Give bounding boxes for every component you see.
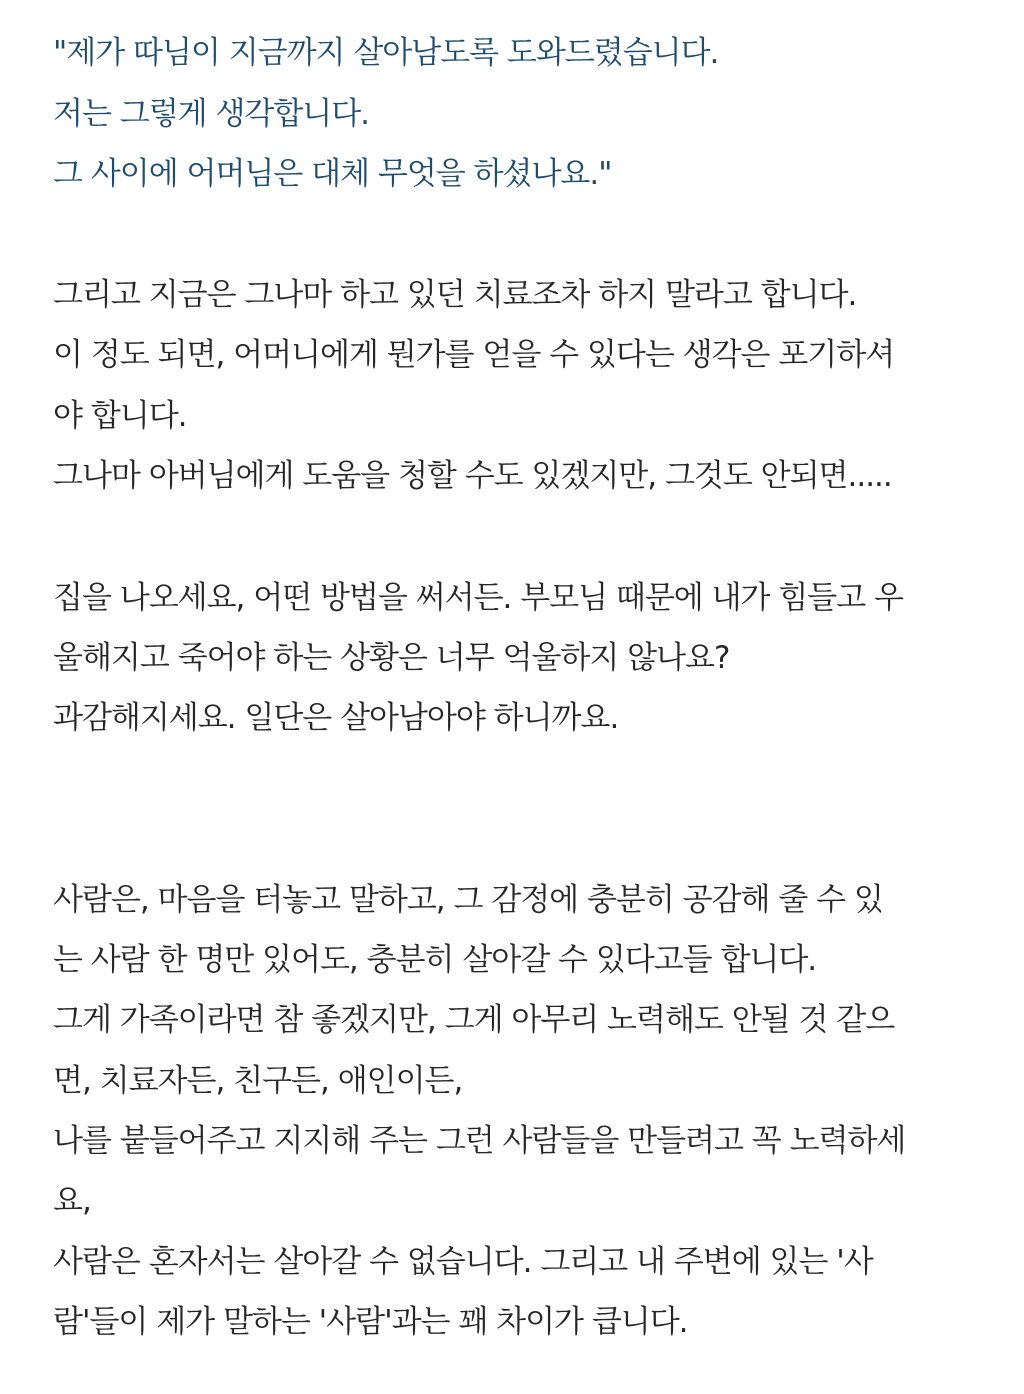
paragraph-line: 사람은 혼자서는 살아갈 수 없습니다. 그리고 내 주변에 있는 '사: [53, 1244, 873, 1280]
paragraph-line: 과감해지세요. 일단은 살아남아야 하니까요.: [53, 700, 619, 736]
paragraph-line: 사람은, 마음을 터놓고 말하고, 그 감정에 충분히 공감해 줄 수 있: [53, 882, 883, 918]
paragraph-line: 그게 가족이라면 참 좋겠지만, 그게 아무리 노력해도 안될 것 같으: [53, 1002, 895, 1038]
paragraph-line: 는 사람 한 명만 있어도, 충분히 살아갈 수 있다고들 합니다.: [53, 942, 817, 978]
paragraph-line: 집을 나오세요, 어떤 방법을 써서든. 부모님 때문에 내가 힘들고 우: [53, 580, 903, 616]
paragraph-line: 나를 붙들어주고 지지해 주는 그런 사람들을 만들려고 꼭 노력하세: [53, 1123, 906, 1159]
quote-line: "제가 따님이 지금까지 살아남도록 도와드렸습니다.: [53, 35, 719, 71]
paragraph-line: 그나마 아버님에게 도움을 청할 수도 있겠지만, 그것도 안되면.....: [53, 458, 892, 494]
paragraph-line: 야 합니다.: [53, 398, 187, 434]
paragraph-line: 울해지고 죽어야 하는 상황은 너무 억울하지 않나요?: [53, 640, 730, 676]
paragraph-line: 면, 치료자든, 친구든, 애인이든,: [53, 1063, 463, 1099]
paragraph-line: 그리고 지금은 그나마 하고 있던 치료조차 하지 말라고 합니다.: [53, 277, 857, 313]
quote-line: 저는 그렇게 생각합니다.: [53, 96, 370, 132]
quote-line: 그 사이에 어머님은 대체 무엇을 하셨나요.": [53, 156, 612, 192]
paragraph-line: 요,: [53, 1183, 91, 1219]
paragraph-line: 이 정도 되면, 어머니에게 뭔가를 얻을 수 있다는 생각은 포기하셔: [53, 337, 895, 373]
paragraph-line: 람'들이 제가 말하는 '사람'과는 꽤 차이가 큽니다.: [53, 1304, 688, 1340]
